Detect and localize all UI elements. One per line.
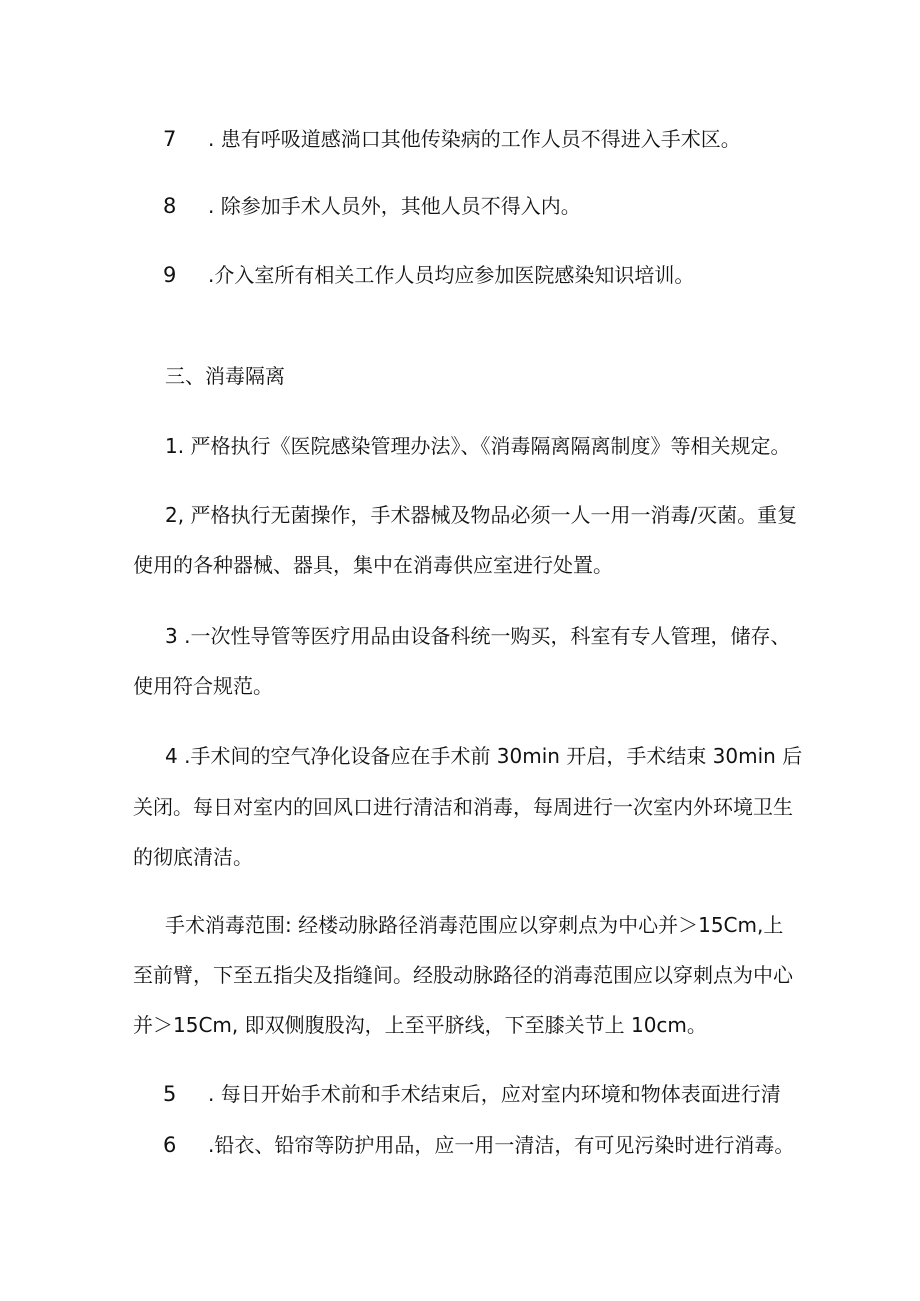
item-7-text: . 患有呼吸道感淌口其他传染病的工作人员不得进入手术区。 [208, 127, 741, 151]
scope-line-1: 手术消毒范围: 经楼动脉路径消毒范围应以穿刺点为中心并＞15Cm,上 [165, 913, 784, 937]
scope-line-2: 至前臂，下至五指尖及指缝间。经股动脉路径的消毒范围应以穿刺点为中心 [133, 963, 793, 987]
paragraph-4-line-2: 关闭。每日对室内的回风口进行清洁和消毒，每周进行一次室内外环境卫生 [133, 795, 793, 819]
paragraph-1: 1. 严格执行《医院感染管理办法》、《消毒隔离隔离制度》等相关规定。 [165, 434, 791, 458]
paragraph-2-line-1: 2, 严格执行无菌操作，手术器械及物品必须一人一用一消毒/灭菌。重复 [165, 503, 798, 527]
paragraph-2-line-2: 使用的各种器械、器具，集中在消毒供应室进行处置。 [133, 553, 613, 577]
item-9-text: .介入室所有相关工作人员均应参加医院感染知识培训。 [208, 263, 695, 287]
paragraph-4-line-3: 的彻底清洁。 [133, 845, 253, 869]
scope-line-3: 并＞15Cm, 即双侧腹股沟，上至平脐线，下至膝关节上 10cm。 [133, 1013, 707, 1037]
item-8-number: 8 [163, 194, 177, 218]
paragraph-4-line-1: 4 .手术间的空气净化设备应在手术前 30min 开启，手术结束 30min 后 [165, 744, 803, 768]
item-6-text: .铅衣、铅帘等防护用品，应一用一清洁，有可见污染时进行消毒。 [208, 1133, 795, 1157]
section-heading: 三、消毒隔离 [165, 364, 285, 388]
item-5-text: . 每日开始手术前和手术结束后，应对室内环境和物体表面进行清 [208, 1082, 781, 1106]
paragraph-3-line-1: 3 .一次性导管等医疗用品由设备科统一购买，科室有专人管理，储存、 [165, 624, 791, 648]
item-8-text: . 除参加手术人员外，其他人员不得入内。 [208, 194, 581, 218]
item-9-number: 9 [163, 263, 177, 287]
item-6-number: 6 [163, 1133, 177, 1157]
item-7-number: 7 [163, 127, 177, 151]
item-5-number: 5 [163, 1082, 177, 1106]
paragraph-3-line-2: 使用符合规范。 [133, 674, 273, 698]
